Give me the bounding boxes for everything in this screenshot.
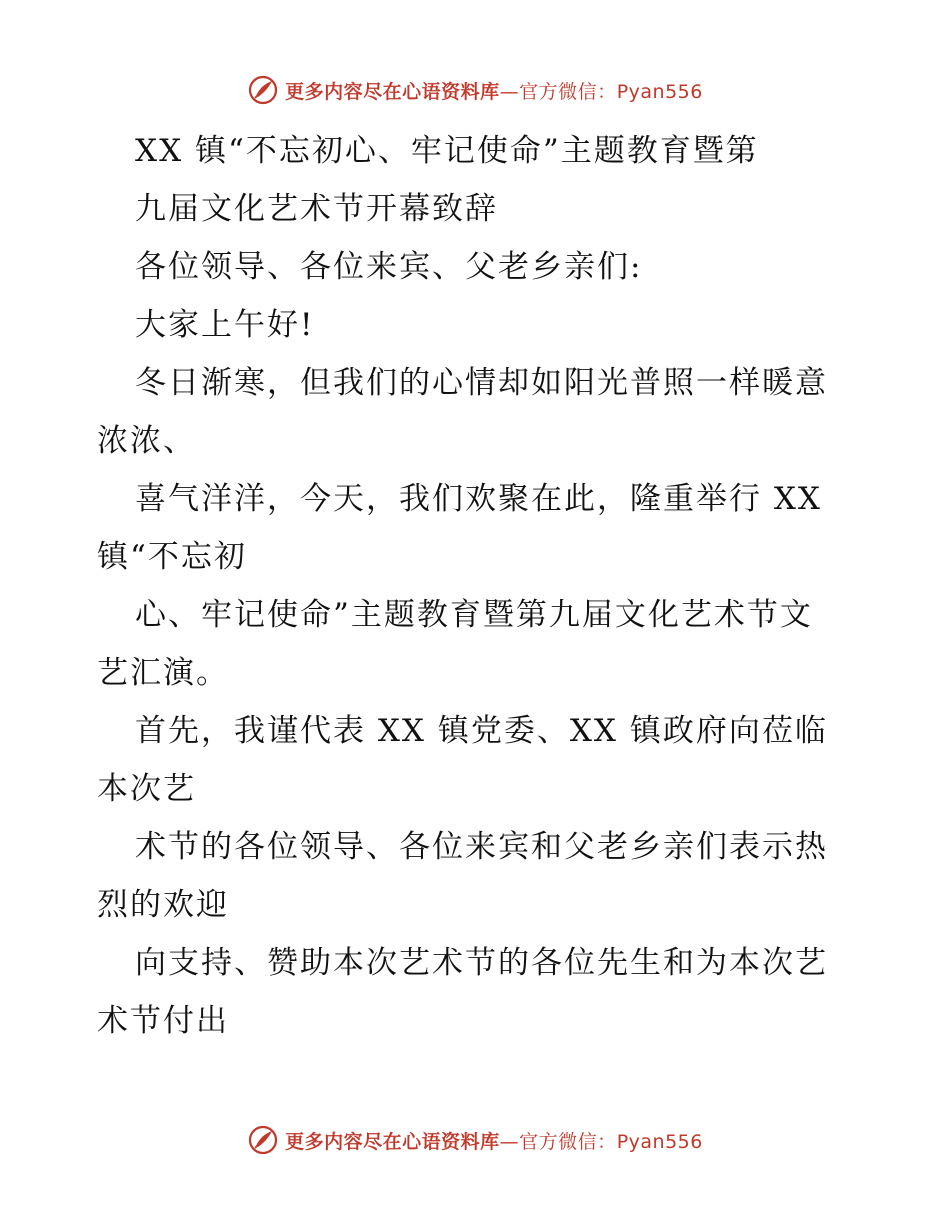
watermark-dash: — bbox=[499, 80, 520, 103]
paragraph-line: 本次艺 bbox=[97, 771, 196, 807]
greeting: 大家上午好! bbox=[135, 307, 315, 343]
title-line-1: XX 镇“不忘初心、牢记使命”主题教育暨第 bbox=[135, 133, 759, 169]
watermark-text bbox=[285, 1127, 703, 1154]
paragraph-line: 镇“不忘初 bbox=[97, 539, 247, 575]
watermark-wechat-label: 官方微信： bbox=[519, 80, 617, 103]
watermark-dash: — bbox=[499, 1130, 520, 1153]
watermark-wechat-id: Pyan556 bbox=[616, 80, 703, 103]
watermark-wechat-label: 官方微信： bbox=[519, 1130, 617, 1153]
paragraph-line: 术节的各位领导、各位来宾和父老乡亲们表示热 bbox=[135, 829, 828, 865]
quill-seal-icon bbox=[247, 1124, 279, 1156]
watermark-wechat-id: Pyan556 bbox=[616, 1130, 703, 1153]
watermark-group bbox=[247, 74, 703, 106]
document-body bbox=[97, 122, 857, 1050]
paragraph-line: 心、牢记使命”主题教育暨第九届文化艺术节文 bbox=[135, 597, 813, 633]
paragraph-line: 向支持、赞助本次艺术节的各位先生和为本次艺 bbox=[135, 945, 828, 981]
paragraph-line: 艺汇演。 bbox=[97, 655, 229, 691]
paragraph-line: 喜气洋洋，今天，我们欢聚在此，隆重举行 XX bbox=[135, 481, 822, 517]
paragraph-line: 浓浓、 bbox=[97, 423, 196, 459]
watermark-main: 更多内容尽在心语资料库 bbox=[285, 80, 500, 103]
salutation: 各位领导、各位来宾、父老乡亲们: bbox=[135, 249, 643, 285]
watermark-main: 更多内容尽在心语资料库 bbox=[285, 1130, 500, 1153]
header-watermark bbox=[0, 70, 950, 110]
footer-watermark bbox=[0, 1120, 950, 1160]
quill-seal-icon bbox=[247, 74, 279, 106]
watermark-group bbox=[247, 1124, 703, 1156]
watermark-text bbox=[285, 77, 703, 104]
paragraph-line: 冬日渐寒，但我们的心情却如阳光普照一样暖意 bbox=[135, 365, 828, 401]
paragraph-line: 术节付出 bbox=[97, 1003, 229, 1039]
paragraph-line: 烈的欢迎 bbox=[97, 887, 229, 923]
title-line-2: 九届文化艺术节开幕致辞 bbox=[135, 191, 498, 227]
paragraph-line: 首先，我谨代表 XX 镇党委、XX 镇政府向莅临 bbox=[135, 713, 828, 749]
